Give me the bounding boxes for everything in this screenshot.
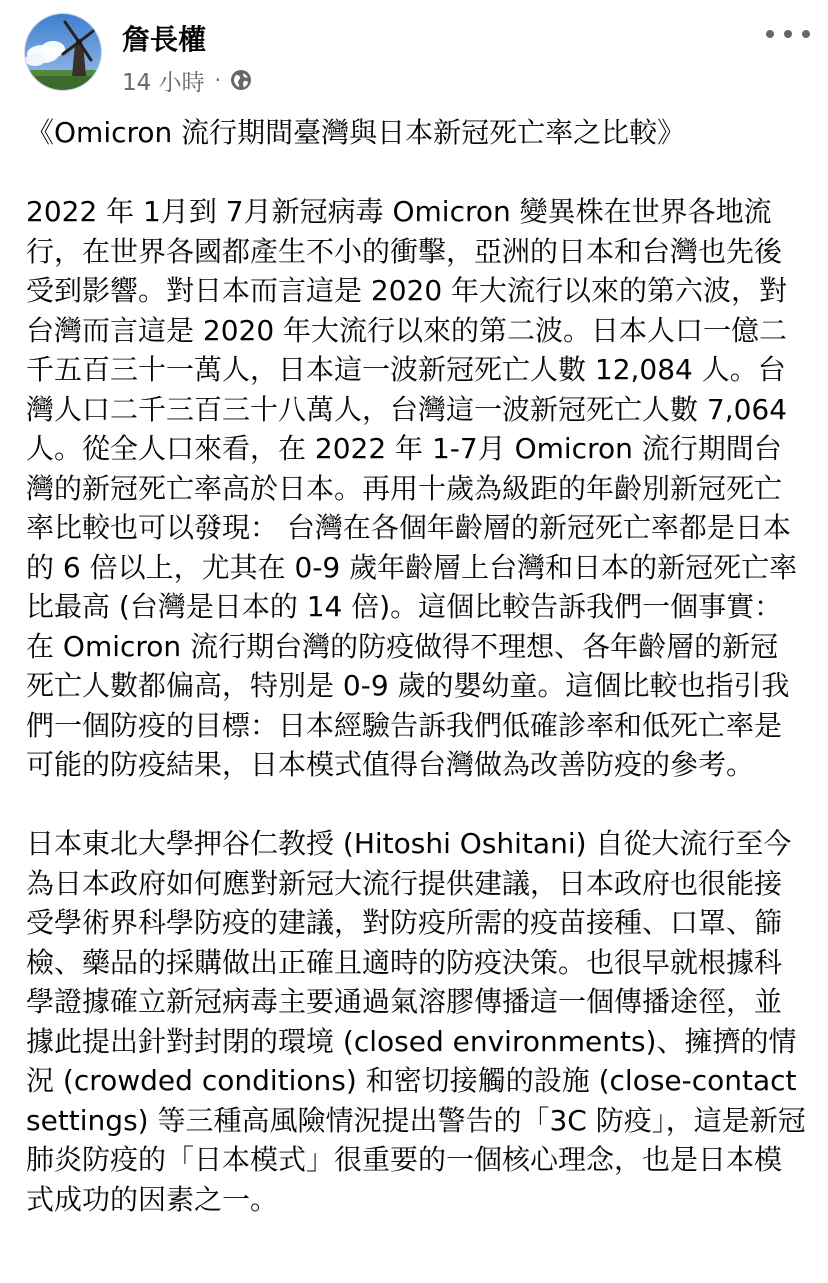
author-name[interactable]: 詹長權 xyxy=(122,23,207,56)
paragraph-gap xyxy=(26,785,806,825)
more-options-icon xyxy=(784,30,792,38)
meta-separator: · xyxy=(214,68,221,92)
more-options-button[interactable] xyxy=(766,20,810,48)
post-title: 《Omicron 流行期間臺灣與日本新冠死亡率之比較》 xyxy=(26,116,686,149)
more-options-icon xyxy=(802,30,810,38)
post-meta xyxy=(122,64,253,96)
avatar[interactable] xyxy=(24,13,102,91)
more-options-icon xyxy=(766,30,774,38)
post-header xyxy=(0,0,828,100)
post-timestamp[interactable]: 14 小時 xyxy=(122,69,205,96)
avatar-windmill-icon xyxy=(25,14,102,91)
post-paragraph: 2022 年 1月到 7月新冠病毒 Omicron 變異株在世界各地流行，在世界各國都產生不小的衝擊，亞洲的日本和台灣也先後受到影響。對日本而言這是 2020 年大流行以來的第六波，對台灣而言這是 2020 年大流行以來的第二波。日本人口一億二千五百三十一萬人，日本這一波新冠死亡人數 12,084 人。台灣人口二千三百三十八萬人，台灣這一波新冠死亡人數 7,064 人。從全人口來看，在 2022 年 1-7月 Omicron 流行期間台灣的新冠死亡率高於日本。再用十歲為級距的年齡別新冠死亡率比較也可以發現： 台灣在各個年齡層的新冠死亡率都是日本的 6 倍以上，尤其在 0-9 歲年齡層上台灣和日本的新冠死亡率比最高 (台灣是日本的 14 倍)。這個比較告訴我們一個事實：在 Omicron 流行期台灣的防疫做得不理想、各年齡層的新冠死亡人數都偏高，特別是 0-9 歲的嬰幼童。這個比較也指引我們一個防疫的目標：日本經驗告訴我們低確診率和低死亡率是可能的防疫結果，日本模式值得台灣做為改善防疫的參考。 xyxy=(26,195,798,781)
globe-icon[interactable] xyxy=(229,68,253,92)
post-body xyxy=(26,113,806,1219)
post-paragraph: 日本東北大學押谷仁教授 (Hitoshi Oshitani) 自從大流行至今為日本政府如何應對新冠大流行提供建議，日本政府也很能接受學術界科學防疫的建議，對防疫所需的疫苗接種、口罩、篩檢、藥品的採購做出正確且適時的防疫決策。也很早就根據科學證據確立新冠病毒主要通過氣溶膠傳播這一個傳播途徑，並據此提出針對封閉的環境 (closed environments)、擁擠的情況 (crowded conditions) 和密切接觸的設施 (close-contact settings) 等三種高風險情況提出警告的「3C 防疫」，這是新冠肺炎防疫的「日本模式」很重要的一個核心理念，也是日本模式成功的因素之一。 xyxy=(26,827,806,1216)
